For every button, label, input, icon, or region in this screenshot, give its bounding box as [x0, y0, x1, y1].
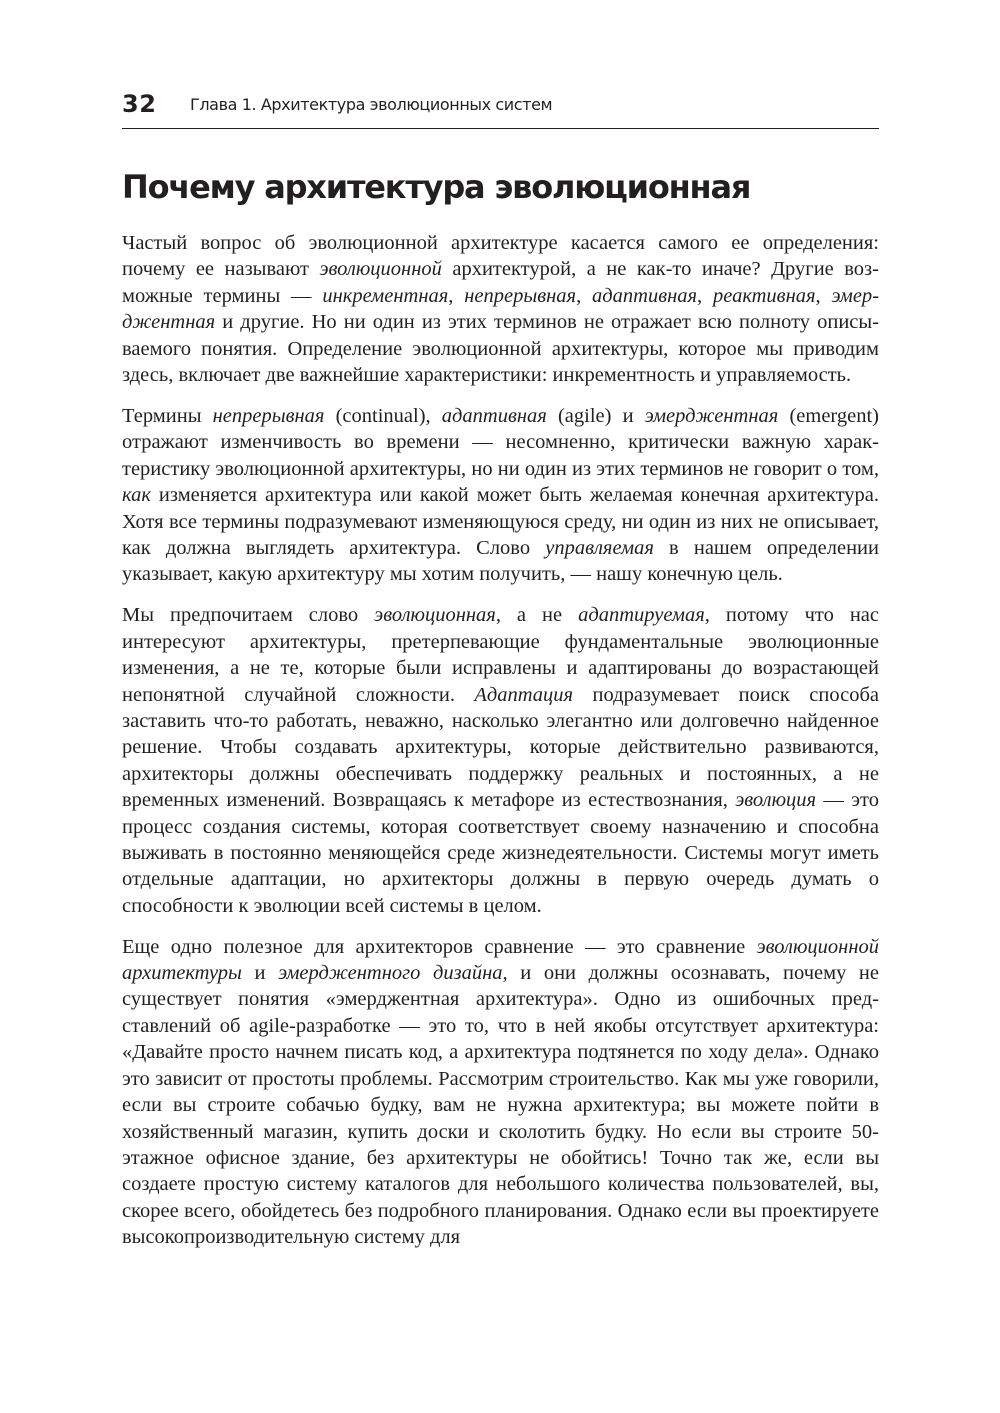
italic-term: эмерджентная [644, 404, 779, 427]
page-number: 32 [122, 90, 157, 118]
italic-term: эволюция [735, 789, 817, 812]
text-run: — это процесс создания системы, которая соответствует своему назначению и способна выживать в постоянно меняющейся среде жизнедеятельности. Системы могут иметь отдельные адаптации, но архитекторы должны в первую очередь думать о способности к эволюции всей системы в целом. [122, 789, 879, 917]
italic-term: эволюционной [319, 258, 442, 281]
italic-term: эволюционная [374, 604, 496, 627]
italic-term: адаптивная [441, 404, 547, 427]
italic-term: Адаптация [474, 683, 574, 706]
paragraph [122, 230, 879, 388]
page-header [122, 88, 879, 129]
text-run: , [448, 284, 465, 307]
italic-term: адаптируемая [578, 604, 705, 627]
italic-term: эволюционной архитектуры [122, 935, 879, 985]
text-run: , потому что нас интересуют архитектуры, претерпевающие фундаментальные эволюционные изменения, а не те, которые были исправлены и адаптированы до возрастающей непонятной случайной сложности. [122, 604, 880, 706]
running-head: Глава 1. Архитектура эволюционных систем [190, 95, 553, 114]
paragraph [122, 602, 879, 919]
text-run: подразумевает поиск способа заставить что-то работать, неважно, насколько элегантно или долговечно найденное решение. Чтобы создавать архитектуры, которые действительно развиваются, архитекторы должны обеспечивать поддержку реальных и постоянных, а не временных изменений. Возвращаясь к метафоре из естествознания, [122, 683, 879, 812]
text-run: , и они должны осознавать, почему не существует понятия «эмерджентная архитектура». Одно из ошибочных представлений об agile-разработке — это то, что в ней якобы отсутствует архитектура: «Давайте просто начнем писать код, а архитектура подтянется по ходу дела». Однако это зависит от простоты проблемы. Рассмотрим строительство. Как мы уже говорили, если вы строите собачью будку, вам не нужна архитектура; вы можете пойти в хозяйственный магазин, купить доски и сколотить будку. Но если вы строите 50-этажное офисное здание, без архитектуры не обойтись! Точно так же, если вы создаете простую систему каталогов для небольшого количества пользователей, вы, скорее всего, обойдетесь без подробного планирования. Однако если вы проектируете высокопроизводительную систему для [122, 962, 879, 1249]
paragraph [122, 934, 879, 1251]
text-run: (emergent) отражают изменчивость во времени — несомненно, критически важную характеристику эволюционной архитектуры, но ни один из этих терминов не говорит о том, [122, 404, 879, 480]
italic-term: непрерывная [212, 404, 325, 427]
text-run: и другие. Но ни один из этих терминов не отражает всю полноту описываемого понятия. Определение эволюционной архитектуры, которое мы приводим здесь, включает две важнейшие характеристики: инкрементность и управляемость. [122, 311, 879, 387]
text-run: (agile) и [546, 404, 645, 427]
italic-term: непрерывная [464, 284, 577, 307]
text-run: , [697, 284, 713, 307]
text-run: Частый вопрос об эволюционной архитектуре касается самого ее определения: почему ее называют [122, 232, 879, 281]
text-run: архитектурой, а не как-то иначе? Другие возможные термины — [122, 258, 879, 307]
text-run: Еще одно полезное для архитекторов сравнение — это сравнение [122, 935, 757, 958]
text-run: и [241, 962, 279, 985]
italic-term: эмерджентная [122, 284, 880, 334]
text-run: Мы предпочитаем слово [122, 604, 375, 627]
italic-term: управляемая [545, 536, 654, 559]
italic-term: реактивная [712, 284, 816, 307]
text-run: , а не [495, 604, 579, 627]
paragraph [122, 403, 879, 588]
text-run: в нашем определении указывает, какую архитектуру мы хотим получить, — нашу конечную цель. [122, 536, 879, 586]
text-run: , [576, 284, 593, 307]
text-run: (continual), [324, 404, 442, 427]
text-run: , [815, 284, 832, 307]
italic-term: инкрементная [322, 284, 449, 307]
italic-term: эмерджентного дизайна [278, 962, 503, 985]
text-run: Термины [122, 404, 213, 427]
italic-term: адаптивная [592, 284, 698, 307]
body-text [122, 230, 879, 1251]
italic-term: как [122, 484, 151, 507]
section-title: Почему архитектура эволюционная [122, 168, 751, 206]
text-run: изменяется архитектура или какой может быть желаемая конечная архитектура. Хотя все термины подразумевают изменяющуюся среду, ни один из них не описывает, как должна выглядеть архитектура. Слово [122, 484, 879, 559]
